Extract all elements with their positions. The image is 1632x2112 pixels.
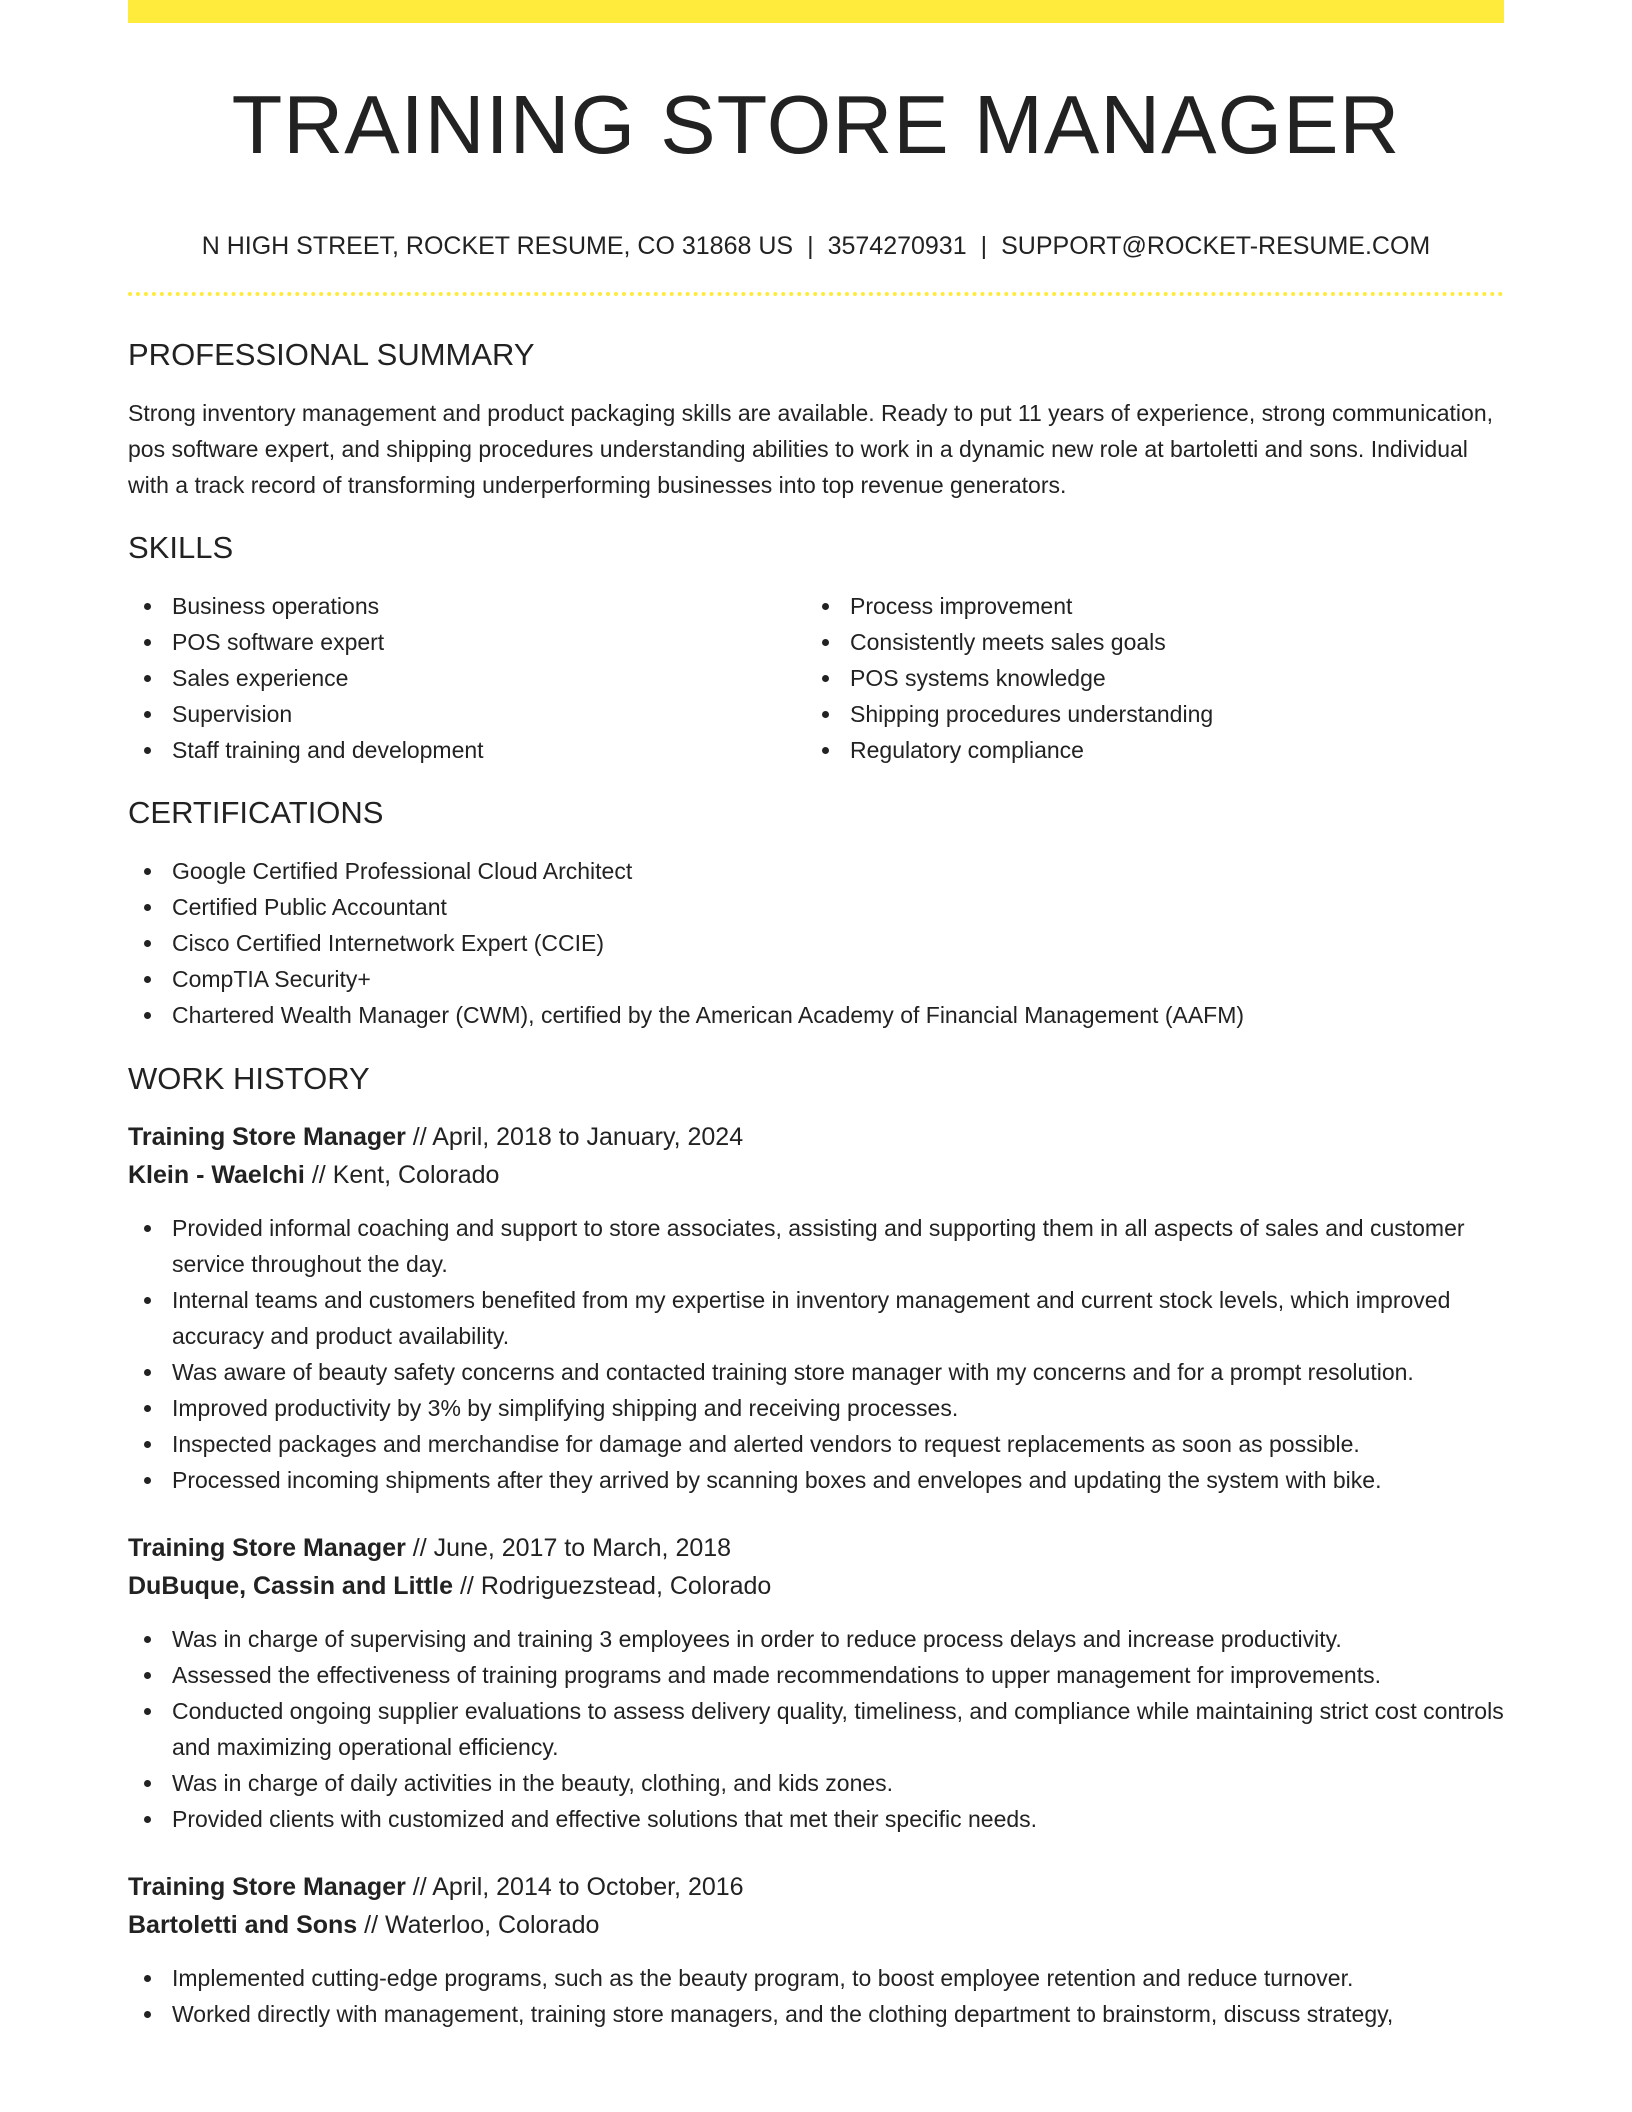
job-title-line — [128, 1529, 1504, 1567]
resume-title: TRAINING STORE MANAGER — [231, 78, 1401, 171]
job-company: DuBuque, Cassin and Little — [128, 1572, 454, 1600]
job-entry — [128, 1868, 1504, 2032]
job-bullets — [128, 1960, 1504, 2032]
job-bullet: Was aware of beauty safety concerns and contacted training store manager with my concerns and for a prompt resolution. — [128, 1354, 1504, 1390]
job-bullet: Provided informal coaching and support to store associates, assisting and supporting them in all aspects of sales and customer service throughout the day. — [128, 1210, 1504, 1282]
certification-item: CompTIA Security+ — [128, 961, 1504, 997]
skill-item: Shipping procedures understanding — [806, 696, 1484, 732]
header-divider — [128, 292, 1504, 296]
skill-item: POS systems knowledge — [806, 660, 1484, 696]
job-dates: April, 2018 to January, 2024 — [432, 1123, 744, 1151]
contact-address: N HIGH STREET, ROCKET RESUME, CO 31868 US — [201, 232, 794, 260]
skill-item: Sales experience — [128, 660, 806, 696]
work-history-heading: WORK HISTORY — [128, 1061, 370, 1096]
skills-right-list — [806, 588, 1484, 768]
job-bullet: Implemented cutting-edge programs, such as the beauty program, to boost employee retention and reduce turnover. — [128, 1960, 1504, 1996]
job-separator: // — [405, 1534, 434, 1562]
skill-item: Supervision — [128, 696, 806, 732]
job-bullets — [128, 1621, 1504, 1837]
job-separator: // — [405, 1873, 433, 1901]
summary-heading: PROFESSIONAL SUMMARY — [128, 337, 535, 372]
job-bullet: Inspected packages and merchandise for damage and alerted vendors to request replacements as soon as possible. — [128, 1426, 1504, 1462]
job-separator: // — [357, 1911, 385, 1939]
job-bullets — [128, 1210, 1504, 1498]
contact-separator: | — [807, 232, 814, 260]
job-company: Bartoletti and Sons — [128, 1911, 358, 1939]
contact-separator: | — [980, 232, 988, 260]
certifications-list — [128, 853, 1504, 1033]
certification-item: Google Certified Professional Cloud Architect — [128, 853, 1504, 889]
job-separator: // — [304, 1161, 333, 1189]
job-title: Training Store Manager — [128, 1873, 406, 1901]
job-bullet: Improved productivity by 3% by simplifying shipping and receiving processes. — [128, 1390, 1504, 1426]
job-entry — [128, 1118, 1504, 1498]
skills-heading: SKILLS — [128, 530, 234, 565]
contact-line — [128, 231, 1504, 261]
certification-item: Cisco Certified Internetwork Expert (CCIE) — [128, 925, 1504, 961]
certification-item: Certified Public Accountant — [128, 889, 1504, 925]
job-bullet: Internal teams and customers benefited from my expertise in inventory management and current stock levels, which improved accuracy and product availability. — [128, 1282, 1504, 1354]
certifications-heading: CERTIFICATIONS — [128, 795, 384, 830]
job-title: Training Store Manager — [128, 1534, 406, 1562]
certification-item: Chartered Wealth Manager (CWM), certified by the American Academy of Financial Management (AAFM) — [128, 997, 1504, 1033]
job-title-line — [128, 1118, 1504, 1156]
job-company: Klein - Waelchi — [128, 1161, 305, 1189]
accent-bar — [128, 0, 1504, 23]
job-bullet: Conducted ongoing supplier evaluations to assess delivery quality, timeliness, and compliance while maintaining strict cost controls and maximizing operational efficiency. — [128, 1693, 1504, 1765]
job-bullet: Was in charge of supervising and training 3 employees in order to reduce process delays and increase productivity. — [128, 1621, 1504, 1657]
job-company-line — [128, 1156, 1504, 1194]
job-bullet: Processed incoming shipments after they arrived by scanning boxes and envelopes and updating the system with bike. — [128, 1462, 1504, 1498]
skill-item: Staff training and development — [128, 732, 806, 768]
job-location: Rodriguezstead, Colorado — [480, 1572, 772, 1600]
job-separator: // — [453, 1572, 481, 1600]
job-bullet: Assessed the effectiveness of training programs and made recommendations to upper management for improvements. — [128, 1657, 1504, 1693]
skills-left-list — [128, 588, 806, 768]
skill-item: Consistently meets sales goals — [806, 624, 1484, 660]
job-separator: // — [405, 1123, 433, 1151]
job-bullet: Was in charge of daily activities in the beauty, clothing, and kids zones. — [128, 1765, 1504, 1801]
job-title: Training Store Manager — [128, 1123, 406, 1151]
skill-item: Business operations — [128, 588, 806, 624]
job-company-line — [128, 1567, 1504, 1605]
contact-phone: 3574270931 — [827, 232, 967, 260]
job-entry — [128, 1529, 1504, 1837]
job-bullet: Worked directly with management, training store managers, and the clothing department to brainstorm, discuss strategy, — [128, 1996, 1504, 2032]
job-bullet: Provided clients with customized and effective solutions that met their specific needs. — [128, 1801, 1504, 1837]
skill-item: Regulatory compliance — [806, 732, 1484, 768]
resume-page — [128, 0, 1504, 2032]
job-dates: April, 2014 to October, 2016 — [432, 1873, 744, 1901]
job-dates: June, 2017 to March, 2018 — [433, 1534, 732, 1562]
skill-item: POS software expert — [128, 624, 806, 660]
job-company-line — [128, 1906, 1504, 1944]
skill-item: Process improvement — [806, 588, 1484, 624]
job-title-line — [128, 1868, 1504, 1906]
skills-grid — [128, 588, 1504, 768]
summary-text: Strong inventory management and product packaging skills are available. Ready to put 11 years of experience, strong communication, pos software expert, and shipping procedures understanding abilities to work in a dynamic new role at bartoletti and sons. Individual with a track record of transforming underperforming businesses into top revenue generators. — [128, 400, 1494, 498]
job-location: Kent, Colorado — [332, 1161, 500, 1189]
contact-email: SUPPORT@ROCKET-RESUME.COM — [1001, 232, 1431, 260]
job-location: Waterloo, Colorado — [384, 1911, 600, 1939]
